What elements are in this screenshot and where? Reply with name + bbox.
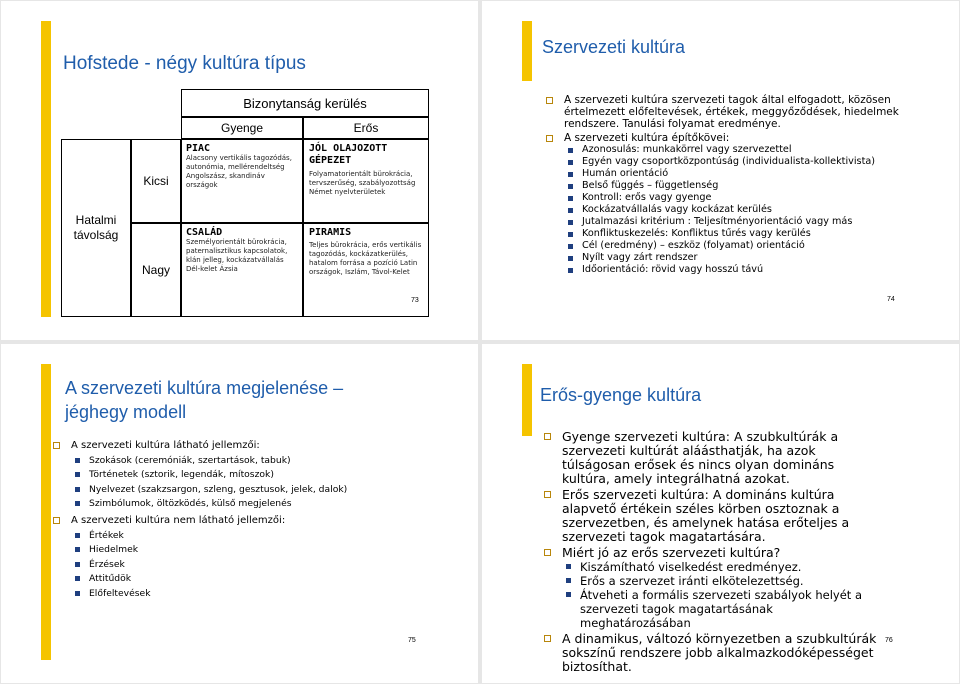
slide-accent-bar	[41, 364, 51, 660]
filled-square-bullet-icon	[568, 244, 573, 249]
list-item	[546, 192, 948, 204]
slide-accent-bar	[41, 21, 51, 317]
list-item	[546, 132, 948, 144]
strong-header: Erős	[303, 117, 429, 139]
list-item-text: A dinamikus, változó környezetben a szubkultúrák sokszínű rendszere jobb alkalmazkodóképességet biztosíthat.	[562, 631, 877, 674]
list-item	[544, 574, 884, 588]
filled-square-bullet-icon	[75, 547, 80, 552]
power-distance-label: Hatalmi távolság	[61, 139, 131, 317]
list-item	[53, 558, 433, 573]
page-number: 76	[885, 637, 893, 644]
slide-title: Hofstede - négy kultúra típus	[63, 53, 306, 74]
list-item	[546, 94, 948, 130]
quadrant-description: Alacsony vertikális tagozódás, autonómia, mellérendeltség Angolszász, skandináv országok	[186, 154, 292, 189]
slide-title: Szervezeti kultúra	[542, 37, 686, 57]
list-item	[544, 560, 884, 574]
list-item-text: Belső függés – függetlenség	[582, 180, 719, 191]
filled-square-bullet-icon	[568, 196, 573, 201]
list-item-text: Szokások (ceremóniák, szertartások, tabuk)	[89, 454, 291, 466]
hollow-square-bullet-icon	[544, 549, 551, 556]
list-item-text: Konfliktuskezelés: Konfliktus tűrés vagy kerülés	[582, 228, 811, 239]
quadrant-piac	[181, 139, 303, 223]
filled-square-bullet-icon	[75, 562, 80, 567]
list-item-text: Azonosulás: munkakörrel vagy szervezettel	[582, 144, 792, 155]
list-item	[53, 529, 433, 544]
list-item-text: Miért jó az erős szervezeti kultúra?	[562, 545, 781, 560]
list-item-text: A szervezeti kultúra építőkövei:	[564, 132, 730, 144]
filled-square-bullet-icon	[566, 578, 571, 583]
list-item-text: Történetek (sztorik, legendák, mítoszok)	[89, 469, 274, 481]
filled-square-bullet-icon	[568, 268, 573, 273]
list-item	[546, 204, 948, 216]
list-item-text: Attitűdök	[89, 573, 132, 585]
list-item	[546, 216, 948, 228]
list-item-text: Kontroll: erős vagy gyenge	[582, 192, 712, 203]
list-item	[544, 430, 884, 486]
filled-square-bullet-icon	[566, 564, 571, 569]
list-item-text: Erős a szervezet iránti elkötelezettség.	[580, 574, 804, 588]
quadrant-title: PIAC	[186, 143, 211, 154]
list-item-text: Kiszámítható viselkedést eredményez.	[580, 560, 802, 574]
hollow-square-bullet-icon	[53, 442, 60, 449]
list-item	[544, 588, 884, 630]
list-item	[546, 240, 948, 252]
list-item	[544, 632, 884, 674]
bullet-list	[544, 430, 884, 674]
weak-header: Gyenge	[181, 117, 303, 139]
list-item-text: Cél (eredmény) – eszköz (folyamat) orientáció	[582, 240, 805, 251]
list-item-text: Nyelvezet (szakzsargon, szleng, gesztusok, jelek, dalok)	[89, 483, 348, 495]
quadrant-description: Teljes bürokrácia, erős vertikális tagozódás, kockázatkerülés, hatalom forrása a pozíció Latin országok, Iszlám, Távol-Kelet	[309, 241, 422, 276]
filled-square-bullet-icon	[568, 172, 573, 177]
bullet-list	[546, 94, 948, 276]
list-item-text: Humán orientáció	[582, 168, 669, 179]
list-item	[53, 572, 433, 587]
list-item	[53, 468, 433, 483]
list-item	[546, 180, 948, 192]
filled-square-bullet-icon	[568, 160, 573, 165]
filled-square-bullet-icon	[75, 576, 80, 581]
slide-accent-bar	[522, 364, 532, 436]
quadrant-description: Folyamatorientált bürokrácia, tervszerűség, szabályozottság Német nyelvterületek	[309, 170, 416, 196]
slide-76	[482, 344, 959, 683]
hollow-square-bullet-icon	[546, 97, 553, 104]
list-item	[546, 156, 948, 168]
list-item-text: Egyén vagy csoportközpontúság (individualista-kollektivista)	[582, 156, 876, 167]
list-item-text: Erős szervezeti kultúra: A domináns kultúra alapvető értékein széles körben osztoznak a szervezetben, és amelynek hatása erőteljes a szervezeti tagok magatartására.	[562, 487, 850, 544]
uncertainty-avoidance-header: Bizonytanság kerülés	[181, 89, 429, 117]
list-item-text: Átveheti a formális szervezeti szabályok helyét a szervezeti tagok magatartásának meghatározásában	[580, 588, 862, 630]
list-item	[546, 144, 948, 156]
hollow-square-bullet-icon	[544, 635, 551, 642]
list-item-text: Jutalmazási kritérium : Teljesítményorientáció vagy más	[582, 216, 853, 227]
hofstede-table	[61, 89, 429, 317]
filled-square-bullet-icon	[568, 148, 573, 153]
slide-title: A szervezeti kultúra megjelenése – jéghegy modell	[65, 378, 344, 422]
list-item-text: Előfeltevések	[89, 587, 151, 599]
filled-square-bullet-icon	[568, 184, 573, 189]
list-item-text: A szervezeti kultúra szervezeti tagok által elfogadott, közösen értelmezett előfeltevések, értékek, meggyőződések, hiedelmek rendszere. Tanulási folyamat eredménye.	[564, 94, 899, 130]
filled-square-bullet-icon	[568, 208, 573, 213]
list-item	[544, 488, 884, 544]
list-item	[53, 497, 433, 512]
list-item	[53, 483, 433, 498]
hollow-square-bullet-icon	[53, 517, 60, 524]
hollow-square-bullet-icon	[546, 135, 553, 142]
list-item-text: Hiedelmek	[89, 544, 139, 556]
bullet-list	[53, 439, 433, 602]
page-number: 75	[408, 637, 416, 644]
list-item-text: Nyílt vagy zárt rendszer	[582, 252, 698, 263]
list-item	[53, 543, 433, 558]
quadrant-title: JÓL OLAJOZOTT GÉPEZET	[309, 143, 388, 166]
filled-square-bullet-icon	[75, 591, 80, 596]
quadrant-title: PIRAMIS	[309, 227, 352, 238]
filled-square-bullet-icon	[75, 501, 80, 506]
quadrant-title: CSALÁD	[186, 227, 223, 238]
hollow-square-bullet-icon	[544, 433, 551, 440]
list-item-text: Időorientáció: rövid vagy hosszú távú	[582, 264, 764, 275]
list-item	[546, 168, 948, 180]
list-item	[544, 546, 884, 560]
list-item-text: A szervezeti kultúra nem látható jellemzői:	[71, 514, 286, 526]
list-item-text: Érzések	[89, 558, 125, 570]
list-item-text: Szimbólumok, öltözködés, külső megjelenés	[89, 498, 292, 510]
list-item	[546, 228, 948, 240]
filled-square-bullet-icon	[568, 256, 573, 261]
list-item	[53, 587, 433, 602]
quadrant-csalad	[181, 223, 303, 317]
list-item	[53, 454, 433, 469]
list-item	[53, 514, 433, 529]
page-number: 74	[887, 296, 895, 303]
slide-73	[1, 1, 478, 340]
list-item-text: A szervezeti kultúra látható jellemzői:	[71, 440, 260, 451]
list-item-text: Kockázatvállalás vagy kockázat kerülés	[582, 204, 772, 215]
high-label: Nagy	[131, 223, 181, 317]
filled-square-bullet-icon	[75, 533, 80, 538]
slide-accent-bar	[522, 21, 532, 81]
list-item	[546, 264, 948, 276]
list-item	[53, 439, 433, 454]
filled-square-bullet-icon	[75, 487, 80, 492]
slide-title: Erős-gyenge kultúra	[540, 385, 702, 405]
slide-74	[482, 1, 959, 340]
filled-square-bullet-icon	[566, 592, 571, 597]
hollow-square-bullet-icon	[544, 491, 551, 498]
list-item-text: Gyenge szervezeti kultúra: A szubkultúrák a szervezeti kultúrát aláásthatják, ha azok túlságosan erősek és nincs olyan domináns kultúra, amely integrálhatná azokat.	[562, 429, 839, 486]
page-number: 73	[411, 297, 419, 304]
low-label: Kicsi	[131, 139, 181, 223]
quadrant-description: Személyorientált bürokrácia, paternalisztikus kapcsolatok, klán jelleg, kockázatvállalás Dél-kelet Ázsia	[186, 238, 288, 273]
filled-square-bullet-icon	[75, 458, 80, 463]
filled-square-bullet-icon	[568, 232, 573, 237]
list-item	[546, 252, 948, 264]
filled-square-bullet-icon	[568, 220, 573, 225]
slide-75	[1, 344, 478, 683]
list-item-text: Értékek	[89, 529, 124, 541]
quadrant-gepezet	[303, 139, 429, 223]
filled-square-bullet-icon	[75, 472, 80, 477]
